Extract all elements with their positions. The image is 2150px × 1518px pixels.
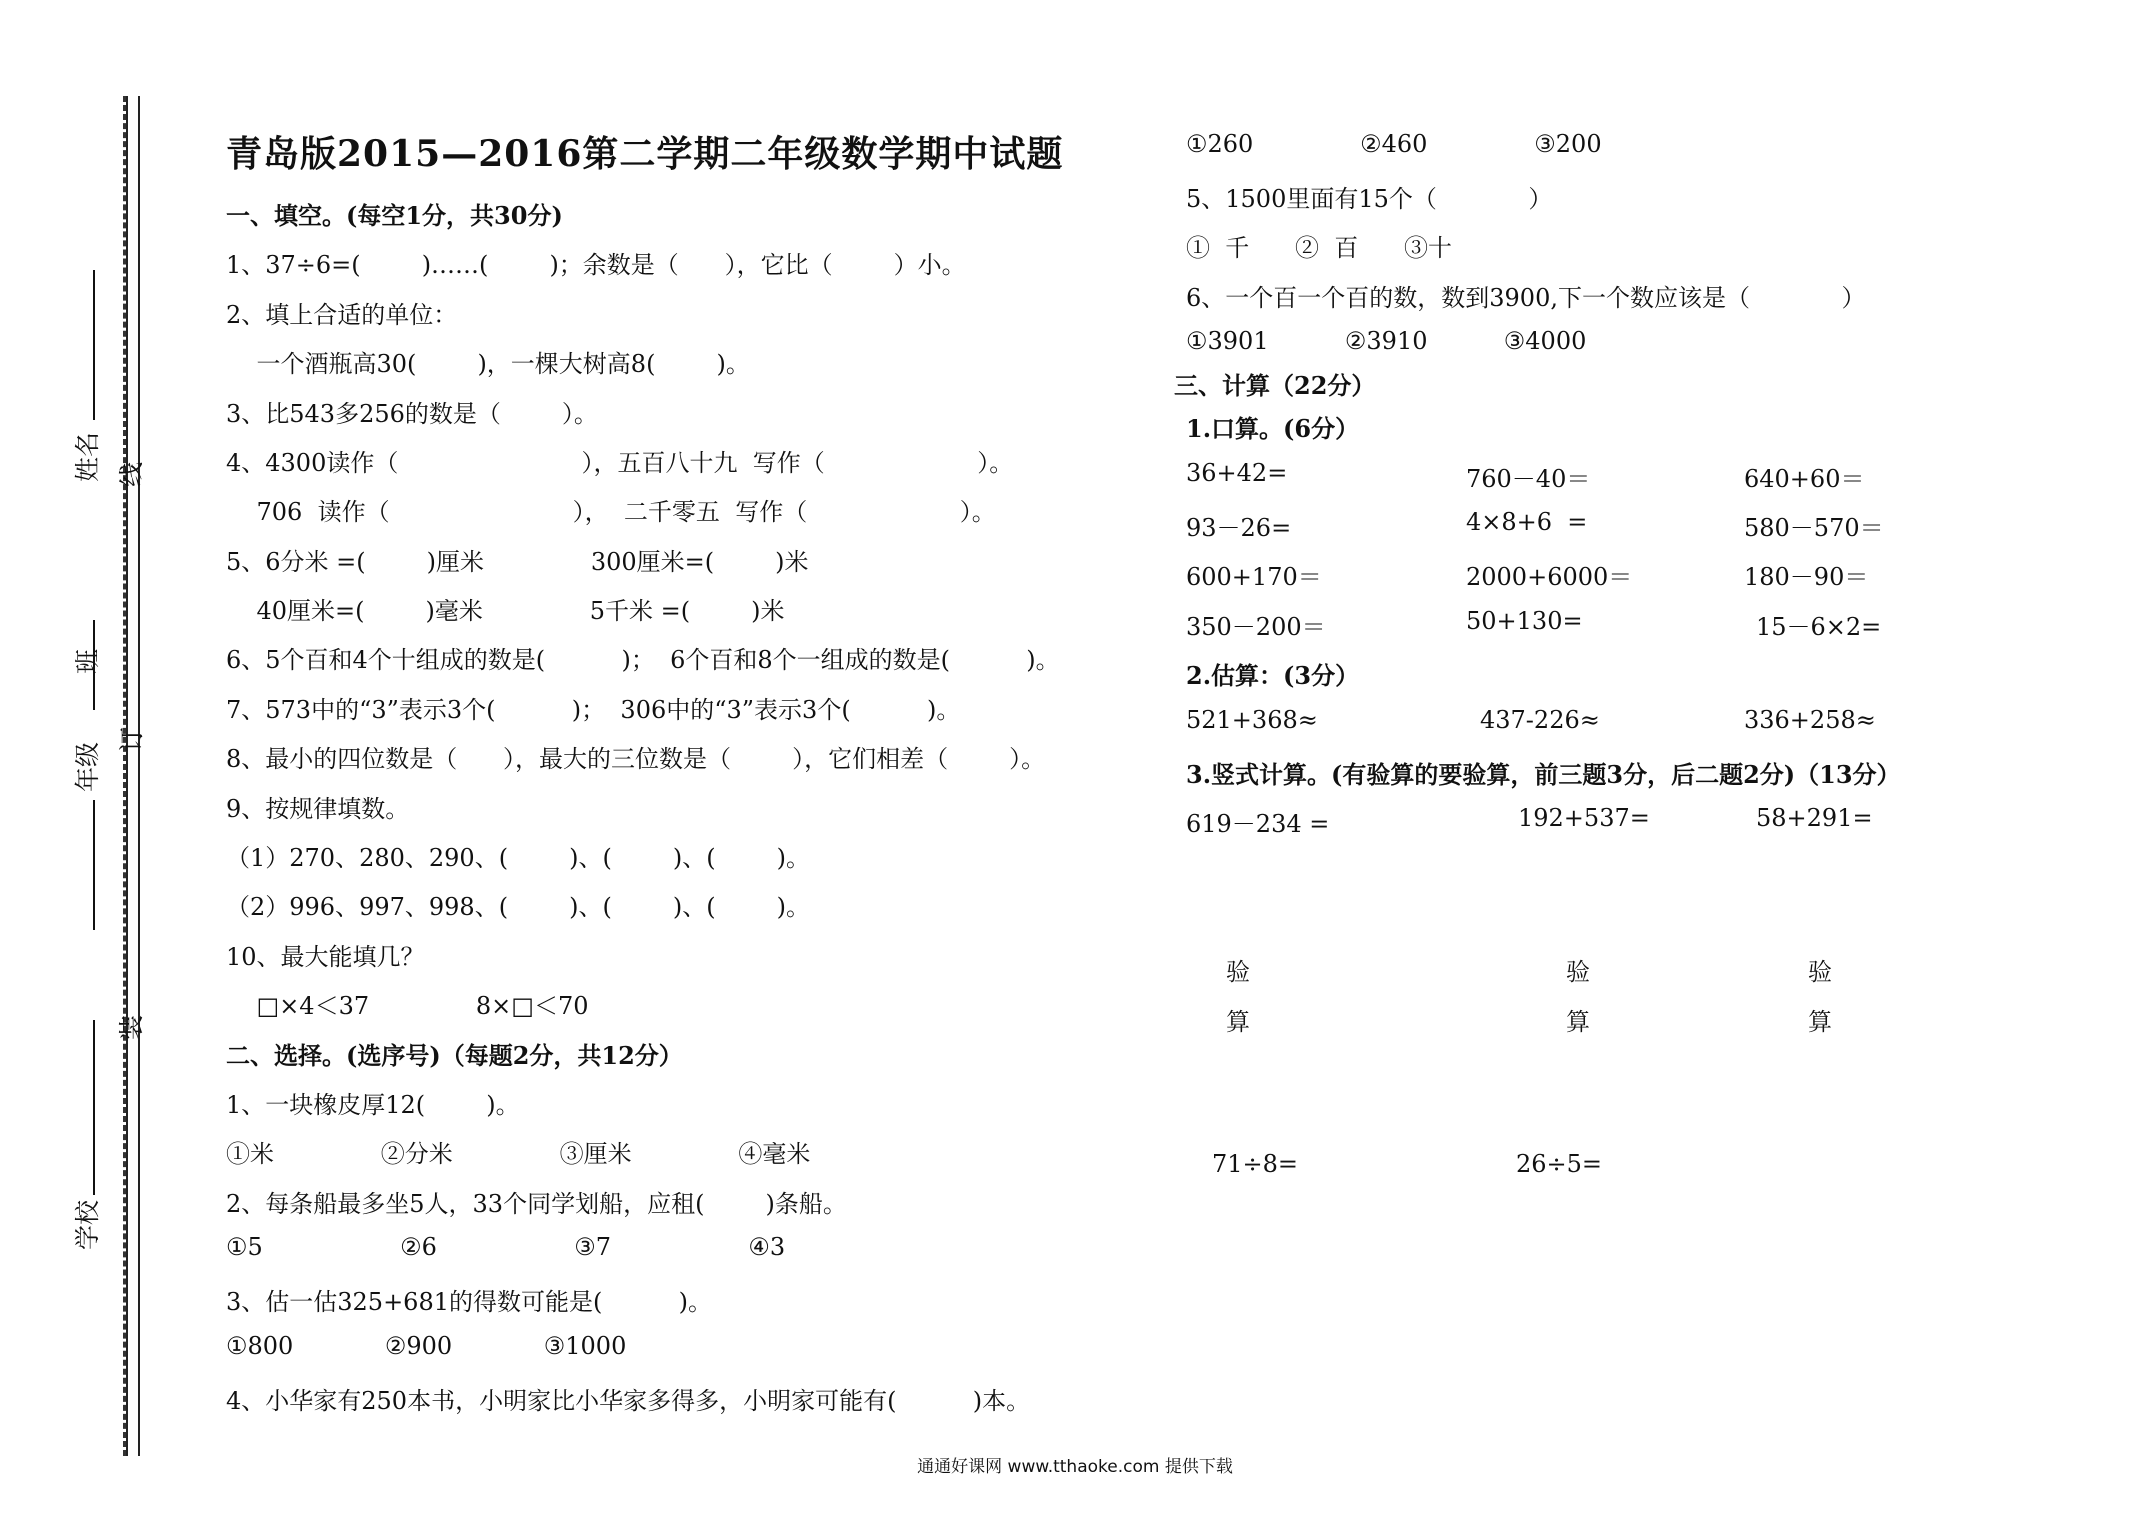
fill-question: 6、5个百和4个十组成的数是( )； 6个百和8个一组成的数是( )。: [226, 646, 1060, 674]
estimate-item: 437-226≈: [1480, 706, 1600, 734]
oral-item: 580－570＝: [1744, 514, 1884, 542]
fill-question: 8、最小的四位数是（ ），最大的三位数是（ ），它们相差（ ）。: [226, 745, 1046, 773]
binding-double-line: [126, 96, 140, 1456]
vertical-item: 71÷8=: [1212, 1150, 1299, 1178]
choice-question: 5、1500里面有15个（ ）: [1186, 185, 1553, 213]
vertical-heading: 3.竖式计算。(有验算的要验算，前三题3分，后二题2分)（13分）: [1186, 760, 1901, 789]
choice-question: 1、一块橡皮厚12( )。: [226, 1091, 520, 1119]
check-label: 验: [1566, 958, 1590, 986]
fill-question: （2）996、997、998、( )、( )、( )。: [226, 893, 810, 921]
check-label: 算: [1566, 1008, 1590, 1036]
fill-question: 7、573中的“3”表示3个( )； 306中的“3”表示3个( )。: [226, 696, 961, 724]
oral-item: 93－26=: [1186, 514, 1292, 542]
fill-question: 9、按规律填数。: [226, 795, 410, 823]
estimate-heading: 2.估算：(3分）: [1186, 661, 1360, 690]
fill-question: 3、比543多256的数是（ ）。: [226, 400, 598, 428]
order-char: 订: [117, 726, 146, 752]
exam-title: 青岛版2015—2016第二学期二年级数学期中试题: [226, 133, 1064, 175]
vertical-item: 58+291=: [1756, 804, 1873, 832]
grade-label: 年级: [73, 741, 102, 792]
choice-options: ①260 ②460 ③200: [1186, 130, 1602, 158]
binding-dashed-line: [123, 96, 126, 1456]
fill-question: 706 读作（ ）， 二千零五 写作（ ）。: [226, 498, 996, 526]
fill-question: 一个酒瓶高30( )，一棵大树高8( )。: [226, 350, 750, 378]
oral-item: 600+170＝: [1186, 563, 1322, 591]
choice-question: 4、小华家有250本书，小明家比小华家多得多，小明家可能有( )本。: [226, 1387, 1031, 1415]
oral-item: 2000+6000＝: [1466, 563, 1633, 591]
section3-heading: 三、计算（22分）: [1174, 371, 1376, 400]
oral-item: 350－200＝: [1186, 613, 1326, 641]
oral-heading: 1.口算。(6分）: [1186, 414, 1360, 443]
check-label: 验: [1226, 958, 1250, 986]
choice-options: ①米 ②分米 ③厘米 ④毫米: [226, 1140, 811, 1168]
vertical-item: 619－234 =: [1186, 810, 1330, 838]
choice-options: ①800 ②900 ③1000: [226, 1332, 627, 1360]
choice-options: ①3901 ②3910 ③4000: [1186, 327, 1587, 355]
oral-item: 180－90＝: [1744, 563, 1869, 591]
name-label: 姓名: [73, 431, 102, 482]
check-label: 算: [1808, 1008, 1832, 1036]
estimate-item: 336+258≈: [1744, 706, 1876, 734]
oral-item: 760－40＝: [1466, 465, 1591, 493]
vertical-item: 192+537=: [1518, 804, 1650, 832]
oral-item: 50+130=: [1466, 607, 1583, 635]
fill-question: （1）270、280、290、( )、( )、( )。: [226, 844, 810, 872]
section1-heading: 一、填空。(每空1分，共30分): [226, 201, 563, 230]
choice-question: 6、一个百一个百的数，数到3900,下一个数应该是（ ）: [1186, 284, 1866, 312]
class-label: 班: [73, 648, 102, 674]
estimate-item: 521+368≈: [1186, 706, 1318, 734]
fill-question: 2、填上合适的单位：: [226, 301, 458, 329]
check-label: 验: [1808, 958, 1832, 986]
fill-question: □×4＜37 8×□＜70: [226, 992, 589, 1020]
choice-options: ① 千 ② 百 ③十: [1186, 234, 1453, 262]
oral-item: 36+42=: [1186, 459, 1288, 487]
choice-question: 3、估一估325+681的得数可能是( )。: [226, 1288, 713, 1316]
check-label: 算: [1226, 1008, 1250, 1036]
fill-question: 40厘米=( )毫米 5千米 =( )米: [226, 597, 785, 625]
oral-item: 4×8+6 =: [1466, 508, 1588, 536]
footer-credit: 通通好课网 www.tthaoke.com 提供下载: [917, 1457, 1233, 1477]
school-blank-line: [93, 1020, 95, 1195]
fill-question: 5、6分米 =( )厘米 300厘米=( )米: [226, 548, 809, 576]
fill-question: 1、37÷6=( )……( )；余数是（ ），它比（ ）小。: [226, 251, 966, 279]
line-char: 线: [117, 461, 146, 487]
choice-options: ①5 ②6 ③7 ④3: [226, 1233, 786, 1261]
grade-blank-line: [93, 800, 95, 930]
section2-heading: 二、选择。(选序号)（每题2分，共12分）: [226, 1041, 683, 1070]
name-blank-line: [93, 270, 95, 420]
bind-char: 装: [117, 1014, 146, 1040]
oral-item: 640+60＝: [1744, 465, 1865, 493]
oral-item: 15－6×2=: [1756, 613, 1882, 641]
vertical-item: 26÷5=: [1516, 1150, 1603, 1178]
school-label: 学校: [73, 1199, 102, 1250]
choice-question: 2、每条船最多坐5人，33个同学划船，应租( )条船。: [226, 1190, 847, 1218]
fill-question: 10、最大能填几？: [226, 943, 425, 971]
fill-question: 4、4300读作（ ），五百八十九 写作（ ）。: [226, 449, 1014, 477]
